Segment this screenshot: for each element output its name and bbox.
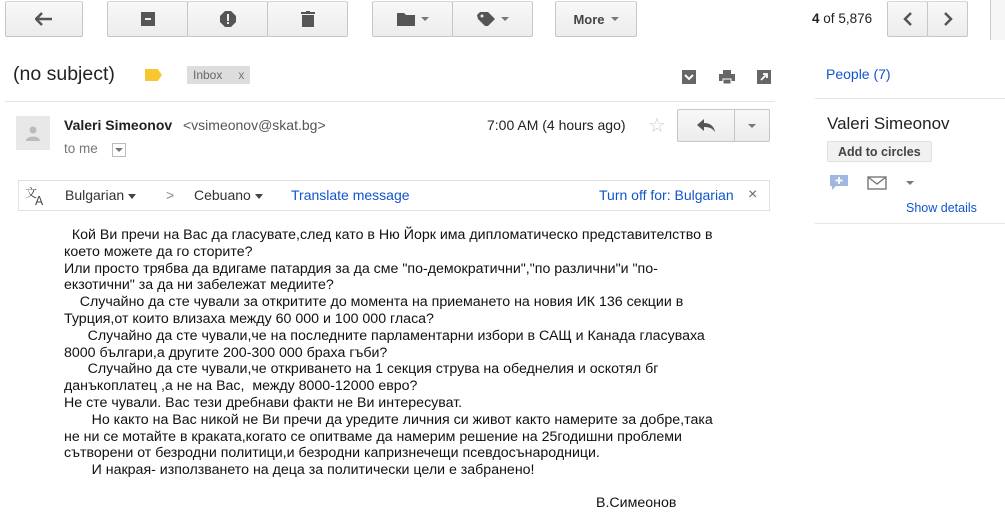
- newer-button[interactable]: [887, 1, 928, 37]
- people-link[interactable]: People (7): [826, 66, 891, 82]
- chevron-down-icon: [748, 124, 756, 128]
- show-details-dropdown[interactable]: [112, 143, 126, 157]
- body-line: Случайно да сте чували за откритите до момента на приемането на новия ИК 136 секции в: [64, 294, 684, 311]
- chat-icon[interactable]: [830, 175, 848, 191]
- body-line: Случайно да сте чували,че откриването на 1 секция струва на обеднелия и оскотял бг: [64, 361, 659, 378]
- body-line: Не сте чували. Вас тези дребнави факти не Ви интересуват.: [64, 394, 463, 411]
- star-icon[interactable]: ☆: [648, 115, 666, 137]
- back-button[interactable]: [5, 1, 83, 37]
- chevron-down-icon: [421, 17, 429, 21]
- svg-text:A: A: [35, 194, 44, 206]
- body-line: Турция,от които влизаха между 60 000 и 100 000 гласа?: [64, 310, 434, 327]
- settings-button-edge[interactable]: [990, 0, 1005, 40]
- avatar[interactable]: [16, 116, 50, 150]
- delete-button[interactable]: [267, 1, 348, 37]
- move-to-button[interactable]: [372, 1, 453, 37]
- chevron-down-icon: [611, 17, 619, 21]
- timestamp: 7:00 AM (4 hours ago): [487, 117, 626, 133]
- important-marker-icon[interactable]: [145, 69, 162, 81]
- reply-icon: [697, 119, 715, 133]
- svg-text:文: 文: [25, 186, 38, 200]
- reply-button[interactable]: [677, 109, 735, 142]
- count-of: of: [823, 11, 835, 26]
- report-spam-icon: [220, 11, 236, 27]
- header-divider: [5, 101, 775, 102]
- translate-bar: [18, 180, 770, 211]
- body-line: И накрая- използването на деца за политически цели е забранено!: [64, 462, 535, 479]
- report-spam-button[interactable]: [187, 1, 268, 37]
- email-icon[interactable]: [867, 175, 887, 191]
- target-language-select[interactable]: [194, 187, 263, 203]
- sender-email: <vsimeonov@skat.bg>: [183, 117, 326, 133]
- inbox-label-text: Inbox: [193, 68, 223, 82]
- chevron-down-icon[interactable]: [906, 181, 914, 185]
- print-icon[interactable]: [719, 69, 735, 85]
- labels-button[interactable]: [452, 1, 533, 37]
- source-language-select[interactable]: [65, 187, 136, 203]
- arrow-separator: >: [166, 187, 175, 203]
- archive-icon: [140, 11, 156, 27]
- label-icon: [477, 12, 495, 26]
- expand-all-icon[interactable]: [681, 69, 697, 85]
- more-actions-button[interactable]: [734, 109, 770, 142]
- target-language-label: Cebuano: [194, 187, 251, 203]
- trash-icon: [301, 11, 315, 27]
- side-divider: [815, 223, 1005, 224]
- sender-name[interactable]: Valeri Simeonov: [64, 117, 173, 133]
- turn-off-translation-link[interactable]: Turn off for: Bulgarian: [599, 187, 734, 203]
- more-label: More: [573, 11, 605, 27]
- body-line: Кой Ви пречи на Вас да гласувате,след като в Ню Йорк има дипломатическо представителство в: [64, 227, 713, 243]
- chevron-down-icon: [128, 194, 136, 199]
- translate-message-link[interactable]: Translate message: [291, 187, 410, 203]
- count-total: 5,876: [838, 11, 873, 26]
- chevron-down-icon: [255, 194, 263, 199]
- signature: В.Симеонов: [596, 495, 677, 511]
- body-line: екзотични" за да ни забележат медиите?: [64, 277, 334, 294]
- body-line: Случайно да сте чували,че на последните парламентарни избори в САЩ и Канада гласуваха: [64, 327, 705, 344]
- older-button[interactable]: [927, 1, 968, 37]
- body-line: 8000 българи,а другите 200-300 000 браха гъби?: [64, 344, 388, 361]
- chevron-left-icon: [903, 12, 913, 26]
- chevron-right-icon: [943, 12, 953, 26]
- show-details-link[interactable]: Show details: [906, 201, 977, 215]
- body-line: данъкоплатец ,а не на Вас, между 8000-12000 евро?: [64, 378, 418, 395]
- person-icon: [25, 125, 41, 141]
- side-divider: [815, 98, 1005, 99]
- translate-icon: [25, 186, 47, 206]
- message-count: [812, 11, 872, 26]
- add-to-circles-button[interactable]: Add to circles: [827, 141, 932, 162]
- body-line: не ни се мотайте в краката,когато се опитваме да намерим решение на 25годишни проблеми: [64, 428, 682, 445]
- inbox-label-chip: [187, 66, 250, 84]
- body-line: сътворени от безродни политици,и безродни капризнечещи псевдосънародници.: [64, 445, 600, 462]
- new-window-icon[interactable]: [756, 69, 772, 85]
- recipient-label: to me: [64, 141, 98, 156]
- chevron-down-icon: [501, 17, 509, 21]
- body-line: Но както на Вас никой не Ви пречи да уредите личния си живот както намерите за добре,така: [64, 411, 713, 428]
- body-line: което можете да го сторите?: [64, 243, 253, 260]
- body-line: Или просто трябва да вдигаме патардия за да сме "по-демократични","по различни"и "по-: [64, 260, 658, 277]
- chevron-down-icon: [115, 148, 123, 152]
- more-button[interactable]: [555, 1, 637, 37]
- close-translate-button[interactable]: ×: [748, 186, 758, 203]
- arrow-left-icon: [35, 12, 53, 26]
- message-body: [64, 227, 764, 479]
- contact-name: Valeri Simeonov: [827, 114, 950, 133]
- archive-button[interactable]: [107, 1, 188, 37]
- count-current: 4: [812, 11, 820, 26]
- folder-icon: [397, 12, 415, 26]
- subject-heading: (no subject): [13, 63, 115, 85]
- source-language-label: Bulgarian: [65, 187, 125, 203]
- remove-label-button[interactable]: x: [238, 68, 245, 82]
